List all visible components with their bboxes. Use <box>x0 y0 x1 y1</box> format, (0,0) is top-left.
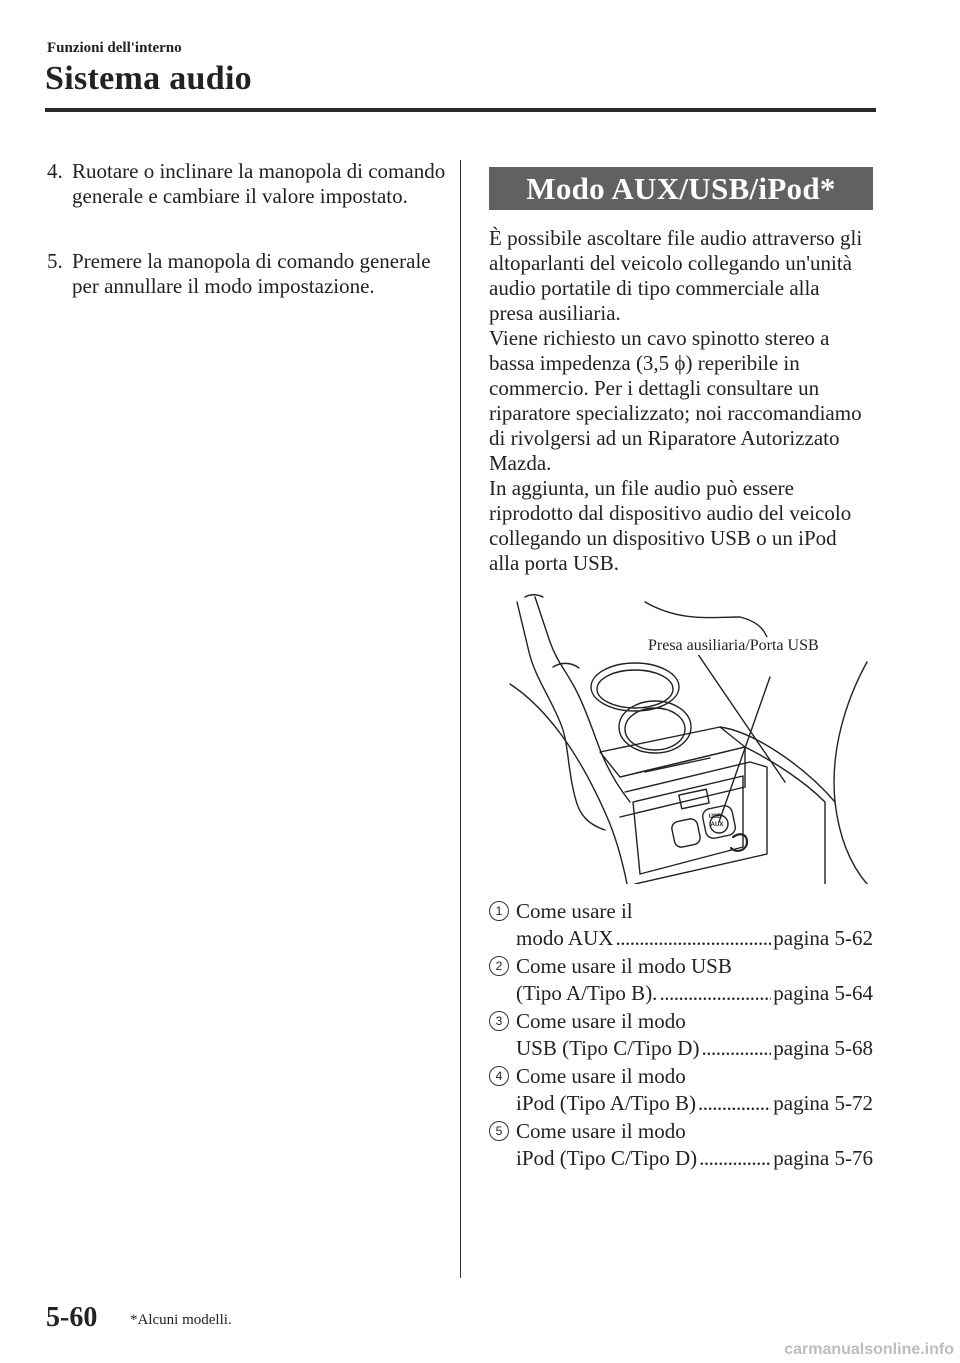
paragraph: In aggiunta, un file audio può essere riprodotto dal dispositivo audio del veicolo collegando un dispositivo USB o un iPod alla porta USB. <box>489 476 852 575</box>
step-number: 5. <box>47 249 63 273</box>
column-divider <box>460 160 461 1278</box>
page-reference: pagina 5-62 <box>773 926 873 950</box>
toc-subtitle: iPod (Tipo A/Tipo B) <box>516 1091 696 1115</box>
toc-subtitle: iPod (Tipo C/Tipo D) <box>516 1146 698 1170</box>
footnote: *Alcuni modelli. <box>130 1312 232 1328</box>
mode-index <box>489 898 873 1173</box>
toc-subtitle: modo AUX <box>516 926 614 950</box>
page-reference: pagina 5-76 <box>773 1146 873 1170</box>
dot-leader <box>698 1090 771 1117</box>
number-badge: 5 <box>489 1121 509 1141</box>
paragraph: È possibile ascoltare file audio attraverso gli altoparlanti del veicolo collegando un'unità audio portatile di tipo commerciale alla presa ausiliaria. <box>489 226 863 325</box>
section-banner: Modo AUX/USB/iPod* <box>489 167 873 210</box>
toc-subtitle: (Tipo A/Tipo B). <box>516 981 658 1005</box>
dot-leader <box>659 980 771 1007</box>
step-5 <box>47 249 447 299</box>
section-kicker: Funzioni dell'interno <box>47 40 182 56</box>
step-number: 4. <box>47 159 63 183</box>
number-badge: 4 <box>489 1066 509 1086</box>
page-reference: pagina 5-72 <box>773 1091 873 1115</box>
number-badge: 2 <box>489 956 509 976</box>
toc-title: Come usare il <box>516 899 633 923</box>
paragraph: Viene richiesto un cavo spinotto stereo a bassa impedenza (3,5 ϕ) reperibile in commercio. Per i dettagli consultare un riparatore specializzato; noi raccomandiamo di rivolgersi ad un Riparatore Autorizzato Mazda. <box>489 326 862 475</box>
step-text: Premere la manopola di comando generale per annullare il modo impostazione. <box>72 249 431 298</box>
page-reference: pagina 5-68 <box>773 1036 873 1060</box>
dot-leader <box>699 1145 771 1172</box>
toc-item <box>489 953 873 1007</box>
page-title: Sistema audio <box>45 60 252 97</box>
toc-item <box>489 898 873 952</box>
number-badge: 1 <box>489 901 509 921</box>
toc-title: Come usare il modo <box>516 1009 686 1033</box>
number-badge: 3 <box>489 1011 509 1031</box>
port-label-aux: AUX <box>710 822 724 828</box>
body-text <box>489 226 869 576</box>
toc-title: Come usare il modo <box>516 1119 686 1143</box>
dot-leader <box>701 1035 771 1062</box>
step-text: Ruotare o inclinare la manopola di comando generale e cambiare il valore impostato. <box>72 159 446 208</box>
toc-title: Come usare il modo USB <box>516 954 732 978</box>
dot-leader <box>615 925 771 952</box>
toc-item <box>489 1118 873 1172</box>
illustration-callout: Presa ausiliaria/Porta USB <box>648 637 819 654</box>
console-illustration <box>505 592 875 884</box>
toc-item <box>489 1008 873 1062</box>
watermark-link[interactable]: carmanualsonline.info <box>784 1341 954 1358</box>
port-label-usb: USB <box>708 814 722 820</box>
step-4 <box>47 159 447 209</box>
page-number: 5-60 <box>46 1302 98 1333</box>
toc-subtitle: USB (Tipo C/Tipo D) <box>516 1036 700 1060</box>
page-reference: pagina 5-64 <box>773 981 873 1005</box>
toc-item <box>489 1063 873 1117</box>
title-rule <box>45 108 876 112</box>
toc-title: Come usare il modo <box>516 1064 686 1088</box>
